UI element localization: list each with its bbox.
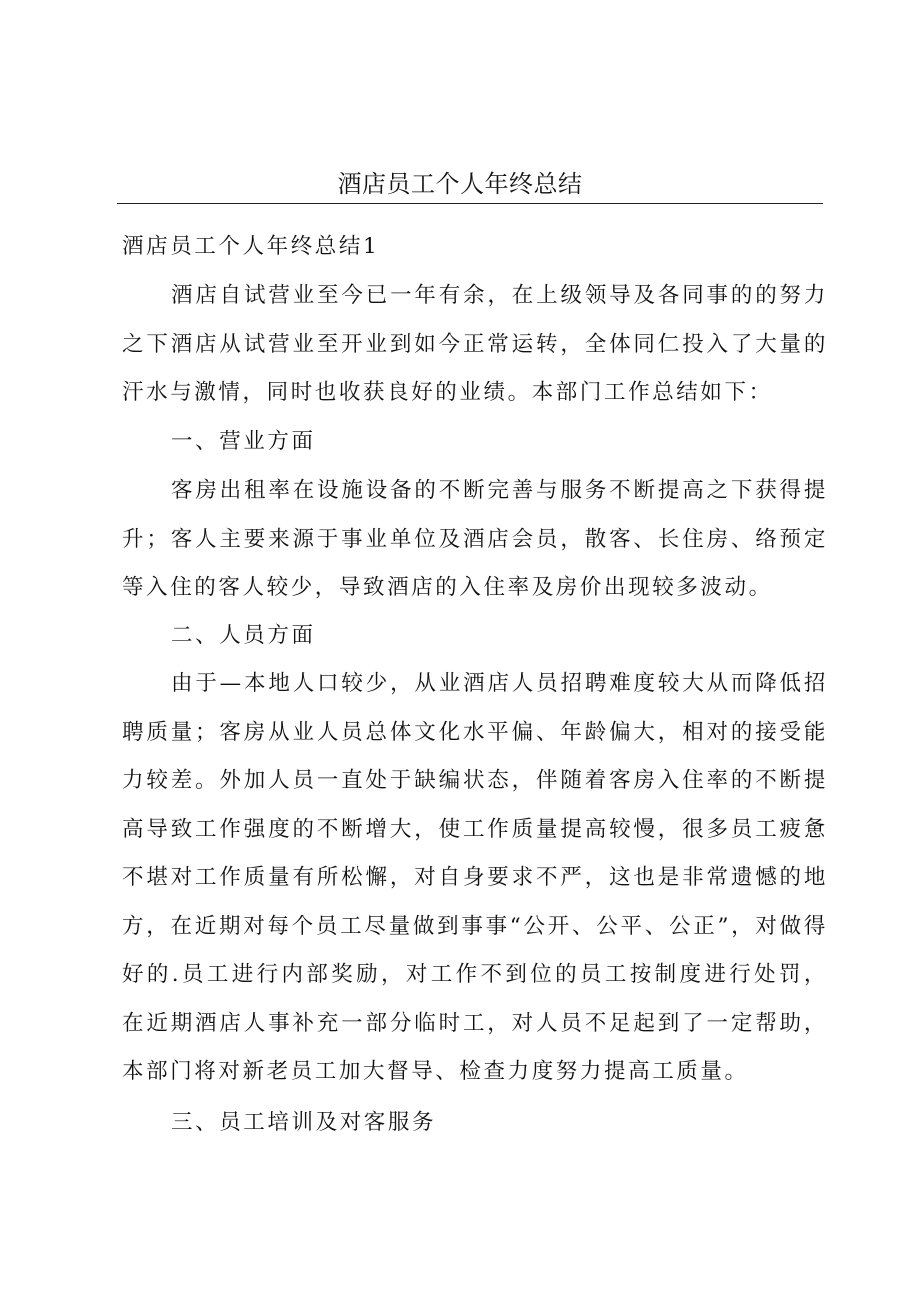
title-underline <box>117 203 823 204</box>
section-heading-training: 三、员工培训及对客服务 <box>171 1110 437 1135</box>
business-paragraph: 客房出租率在设施设备的不断完善与服务不断提高之下获得提升；客人主要来源于事业单位及酒店会员，散客、长住房、络预定等入住的客人较少，导致酒店的入住率及房价出现较多波动。 <box>122 478 828 600</box>
document-title: 酒店员工个人年终总结 <box>337 170 583 198</box>
section-heading-staff: 二、人员方面 <box>171 623 316 648</box>
document-subtitle: 酒店员工个人年终总结1 <box>122 234 380 259</box>
staff-paragraph: 由于—本地人口较少，从业酒店人员招聘难度较大从而降低招聘质量；客房从业人员总体文化水平偏、年龄偏大，相对的接受能力较差。外加人员一直处于缺编状态，伴随着客房入住率的不断提高导致工作强度的不断增大，使工作质量提高较慢，很多员工疲惫不堪对工作质量有所松懈，对自身要求不严，这也是非常遗憾的地方，在近期对每个员工尽量做到事事“公开、公平、公正”，对做得好的.员工进行内部奖励，对工作不到位的员工按制度进行处罚，在近期酒店人事补充一部分临时工，对人员不足起到了一定帮助，本部门将对新老员工加大督导、检查力度努力提高工质量。 <box>122 671 828 1084</box>
section-heading-business: 一、营业方面 <box>171 429 316 454</box>
intro-paragraph: 酒店自试营业至今已一年有余，在上级领导及各同事的的努力之下酒店从试营业至开业到如今正常运转，全体同仁投入了大量的汗水与激情，同时也收获良好的业绩。本部门工作总结如下： <box>122 283 828 405</box>
